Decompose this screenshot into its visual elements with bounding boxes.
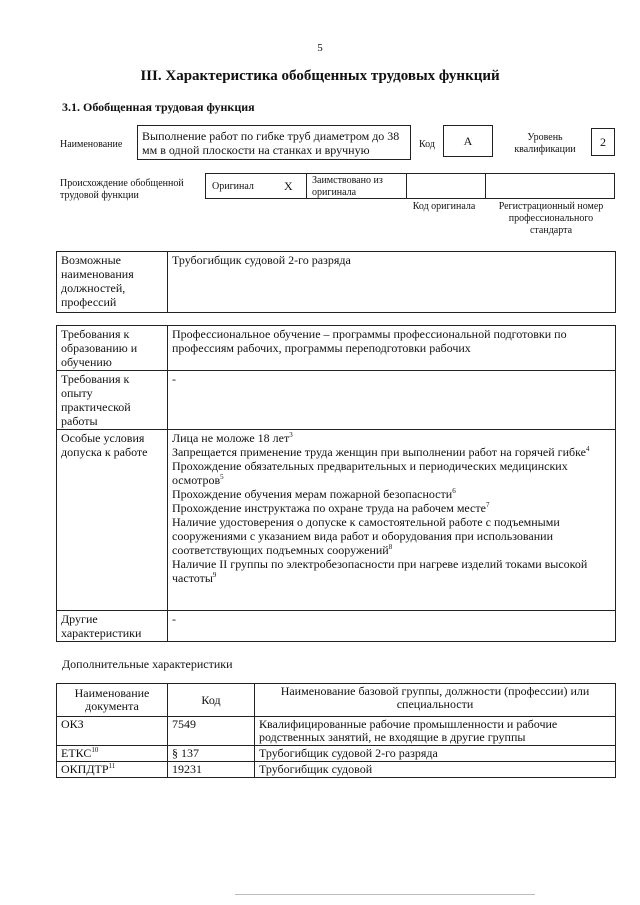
code-label: Код xyxy=(419,139,435,150)
special-item: Прохождение обучения мерам пожарной безопасности$^6$ xyxy=(172,487,456,501)
name-cell: Трубогибщик судовой xyxy=(255,762,616,778)
code-cell: 7549 xyxy=(168,717,255,746)
education-value: Профессиональное обучение – программы профессиональной подготовки по профессиям рабочих, программы переподготовки рабочих xyxy=(168,326,616,371)
positions-label: Возможные наименования должностей, профессий xyxy=(57,252,168,313)
additional-table xyxy=(56,683,616,778)
code-cell: 19231 xyxy=(168,762,255,778)
origin-divider xyxy=(306,174,307,198)
origin-row xyxy=(205,173,615,199)
code-field xyxy=(443,125,493,157)
table-row xyxy=(57,762,616,778)
name-value: Выполнение работ по гибке труб диаметром до 38 мм в одной плоскости на станках и вручную xyxy=(142,129,400,157)
special-item: Запрещается применение труда женщин при выполнении работ на горячей гибке$^4$ xyxy=(172,445,590,459)
positions-row xyxy=(57,252,616,313)
code-cell: § 137 xyxy=(168,746,255,762)
table-row xyxy=(57,746,616,762)
name-label: Наименование xyxy=(60,139,123,150)
additional-header-row xyxy=(57,684,616,717)
level-field xyxy=(591,128,615,156)
special-item: Наличие II группы по электробезопасности при нагреве изделий токами высокой частоты$^9$ xyxy=(172,557,588,585)
subsection-title: 3.1. Обобщенная трудовая функция xyxy=(62,100,255,114)
special-row xyxy=(57,430,616,611)
experience-value: - xyxy=(168,371,616,430)
positions-table xyxy=(56,251,616,313)
special-item: Прохождение инструктажа по охране труда на рабочем месте$^7$ xyxy=(172,501,490,515)
name-field xyxy=(137,125,411,160)
original-label: Оригинал xyxy=(212,181,254,192)
level-label: Уровень квалификации xyxy=(514,132,576,155)
special-item: Прохождение обязательных предварительных и периодических медицинских осмотров$^5$ xyxy=(172,459,568,487)
experience-row xyxy=(57,371,616,430)
other-label: Другие характеристики xyxy=(57,611,168,642)
code-value: A xyxy=(463,134,473,148)
origin-label: Происхождение обобщенной трудовой функции xyxy=(60,178,184,201)
special-item: Лица не моложе 18 лет$^3$ xyxy=(172,431,293,445)
name-cell: Трубогибщик судовой 2-го разряда xyxy=(255,746,616,762)
footer-rule xyxy=(235,894,535,895)
doc-cell: ЕТКС$^{10}$ xyxy=(57,746,168,762)
positions-value: Трубогибщик судовой 2-го разряда xyxy=(168,252,616,313)
name-cell: Квалифицированные рабочие промышленности и рабочие родственных занятий, не входящие в другие группы xyxy=(255,717,616,746)
level-value: 2 xyxy=(600,135,606,149)
requirements-table xyxy=(56,325,616,642)
special-label: Особые условия допуска к работе xyxy=(57,430,168,611)
original-mark: X xyxy=(284,179,293,193)
page-number: 5 xyxy=(317,42,323,54)
experience-label: Требования к опыту практической работы xyxy=(57,371,168,430)
borrowed-label: Заимствовано из оригинала xyxy=(312,175,383,198)
origin-divider xyxy=(485,174,486,198)
other-row xyxy=(57,611,616,642)
col-code-header: Код xyxy=(168,684,255,717)
origin-divider xyxy=(406,174,407,198)
additional-title: Дополнительные характеристики xyxy=(62,657,233,671)
doc-cell: ОКПДТР$^{11}$ xyxy=(57,762,168,778)
education-label: Требования к образованию и обучению xyxy=(57,326,168,371)
col-name-header: Наименование базовой группы, должности (профессии) или специальности xyxy=(255,684,616,717)
education-row xyxy=(57,326,616,371)
table-row xyxy=(57,717,616,746)
code-original-label: Код оригинала xyxy=(412,201,476,212)
section-title: III. Характеристика обобщенных трудовых функций xyxy=(140,68,500,84)
reg-number-label: Регистрационный номер профессионального стандарта xyxy=(498,201,604,236)
doc-cell: ОКЗ xyxy=(57,717,168,746)
col-doc-header: Наименование документа xyxy=(57,684,168,717)
other-value: - xyxy=(168,611,616,642)
special-conditions xyxy=(168,430,616,611)
special-item: Наличие удостоверения о допуске к самостоятельной работе с подъемными сооружениями с указанием вида работ и оборудования при использовании соответствующих подъемных сооружений$^8$ xyxy=(172,515,560,557)
